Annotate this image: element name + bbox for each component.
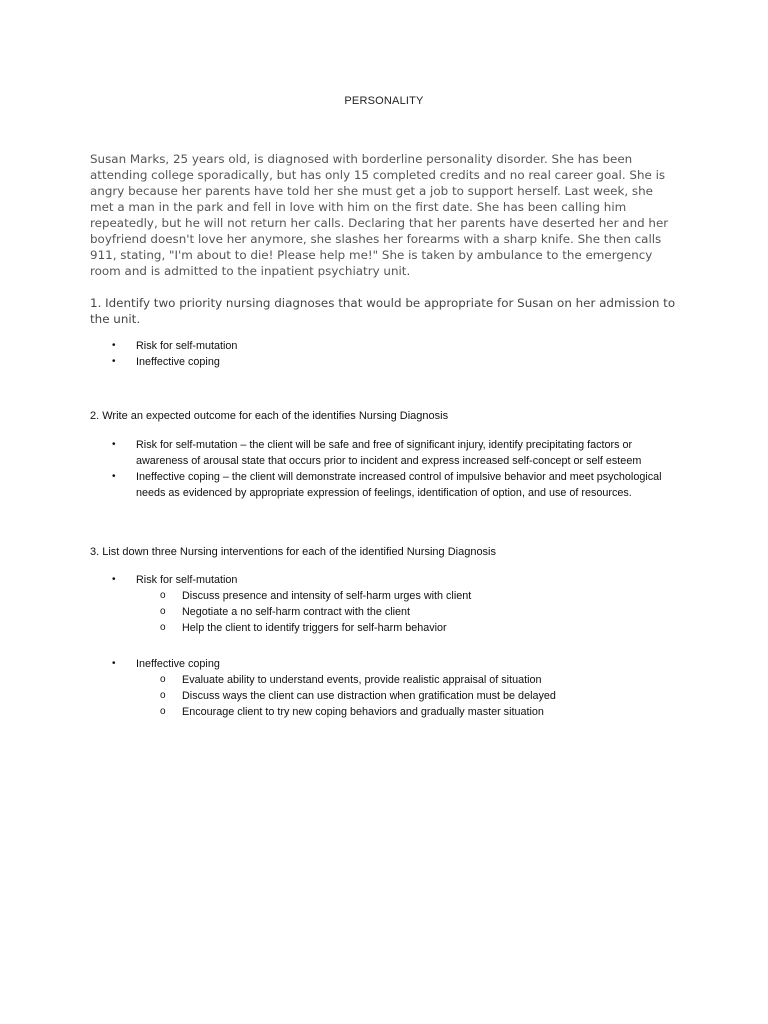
sub-list-item: [160, 688, 672, 704]
sub-list-item: [160, 604, 672, 620]
sub-list-item: [160, 672, 672, 688]
list-item-text: Risk for self-mutation: [136, 574, 238, 586]
list-item-text: Ineffective coping: [136, 356, 220, 368]
question-2-answers: [112, 437, 672, 501]
sub-list-item: [160, 588, 672, 604]
sub-list: [136, 672, 672, 720]
sub-list: [136, 588, 672, 636]
question-3-group-1: [112, 572, 672, 636]
sub-bullet-marker: o: [160, 606, 166, 617]
sub-list-item-text: Discuss ways the client can use distraction when gratification must be delayed: [182, 690, 556, 702]
sub-bullet-marker: o: [160, 674, 166, 685]
question-3-group-2: [112, 656, 672, 720]
bullet-marker: •: [112, 471, 116, 482]
list-item: [112, 354, 672, 370]
bullet-marker: •: [112, 658, 116, 669]
list-item: [112, 656, 672, 720]
sub-bullet-marker: o: [160, 690, 166, 701]
sub-list-item-text: Discuss presence and intensity of self-harm urges with client: [182, 590, 472, 602]
sub-list-item-text: Negotiate a no self-harm contract with the client: [182, 606, 411, 618]
bullet-marker: •: [112, 574, 116, 585]
bullet-marker: •: [112, 439, 116, 450]
question-2: 2. Write an expected outcome for each of the identifies Nursing Diagnosis: [90, 410, 449, 422]
question-3: 3. List down three Nursing interventions for each of the identified Nursing Diagnosis: [90, 546, 497, 558]
bullet-marker: •: [112, 340, 116, 351]
list-item-text: Risk for self-mutation – the client will be safe and free of significant injury, identify precipitating factors or awareness of arousal state that occurs prior to incident and express increased self-concept or self esteem: [136, 439, 642, 467]
sub-list-item-text: Evaluate ability to understand events, provide realistic appraisal of situation: [182, 674, 542, 686]
sub-list-item-text: Encourage client to try new coping behaviors and gradually master situation: [182, 706, 544, 718]
question-1-answers: [112, 338, 672, 370]
sub-bullet-marker: o: [160, 622, 166, 633]
list-item-text: Ineffective coping: [136, 658, 220, 670]
list-item: [112, 338, 672, 354]
sub-list-item: [160, 620, 672, 636]
sub-bullet-marker: o: [160, 706, 166, 717]
question-1: 1. Identify two priority nursing diagnoses that would be appropriate for Susan on her admission to the unit.: [90, 296, 676, 326]
page-title: PERSONALITY: [344, 95, 424, 107]
list-item: [112, 469, 672, 501]
list-item-text: Risk for self-mutation: [136, 340, 238, 352]
sub-list-item-text: Help the client to identify triggers for self-harm behavior: [182, 622, 447, 634]
list-item-text: Ineffective coping – the client will demonstrate increased control of impulsive behavior and meet psychological needs as evidenced by appropriate expression of feelings, identification of option, and use of resources.: [136, 471, 662, 499]
list-item: [112, 437, 672, 469]
list-item: [112, 572, 672, 636]
sub-list-item: [160, 704, 672, 720]
bullet-marker: •: [112, 356, 116, 367]
sub-bullet-marker: o: [160, 590, 166, 601]
case-scenario: Susan Marks, 25 years old, is diagnosed with borderline personality disorder. She has been attending college sporadically, but has only 15 completed credits and no real career goal. She is angry because her parents have told her she must get a job to support herself. Last week, she met a man in the park and fell in love with him on the first date. She has been calling him repeatedly, but he will not return her calls. Declaring that her parents have deserted her and her boyfriend doesn't love her anymore, she slashes her forearms with a sharp knife. She then calls 911, stating, "I'm about to die! Please help me!" She is taken by ambulance to the emergency room and is admitted to the inpatient psychiatry unit.: [90, 152, 669, 278]
